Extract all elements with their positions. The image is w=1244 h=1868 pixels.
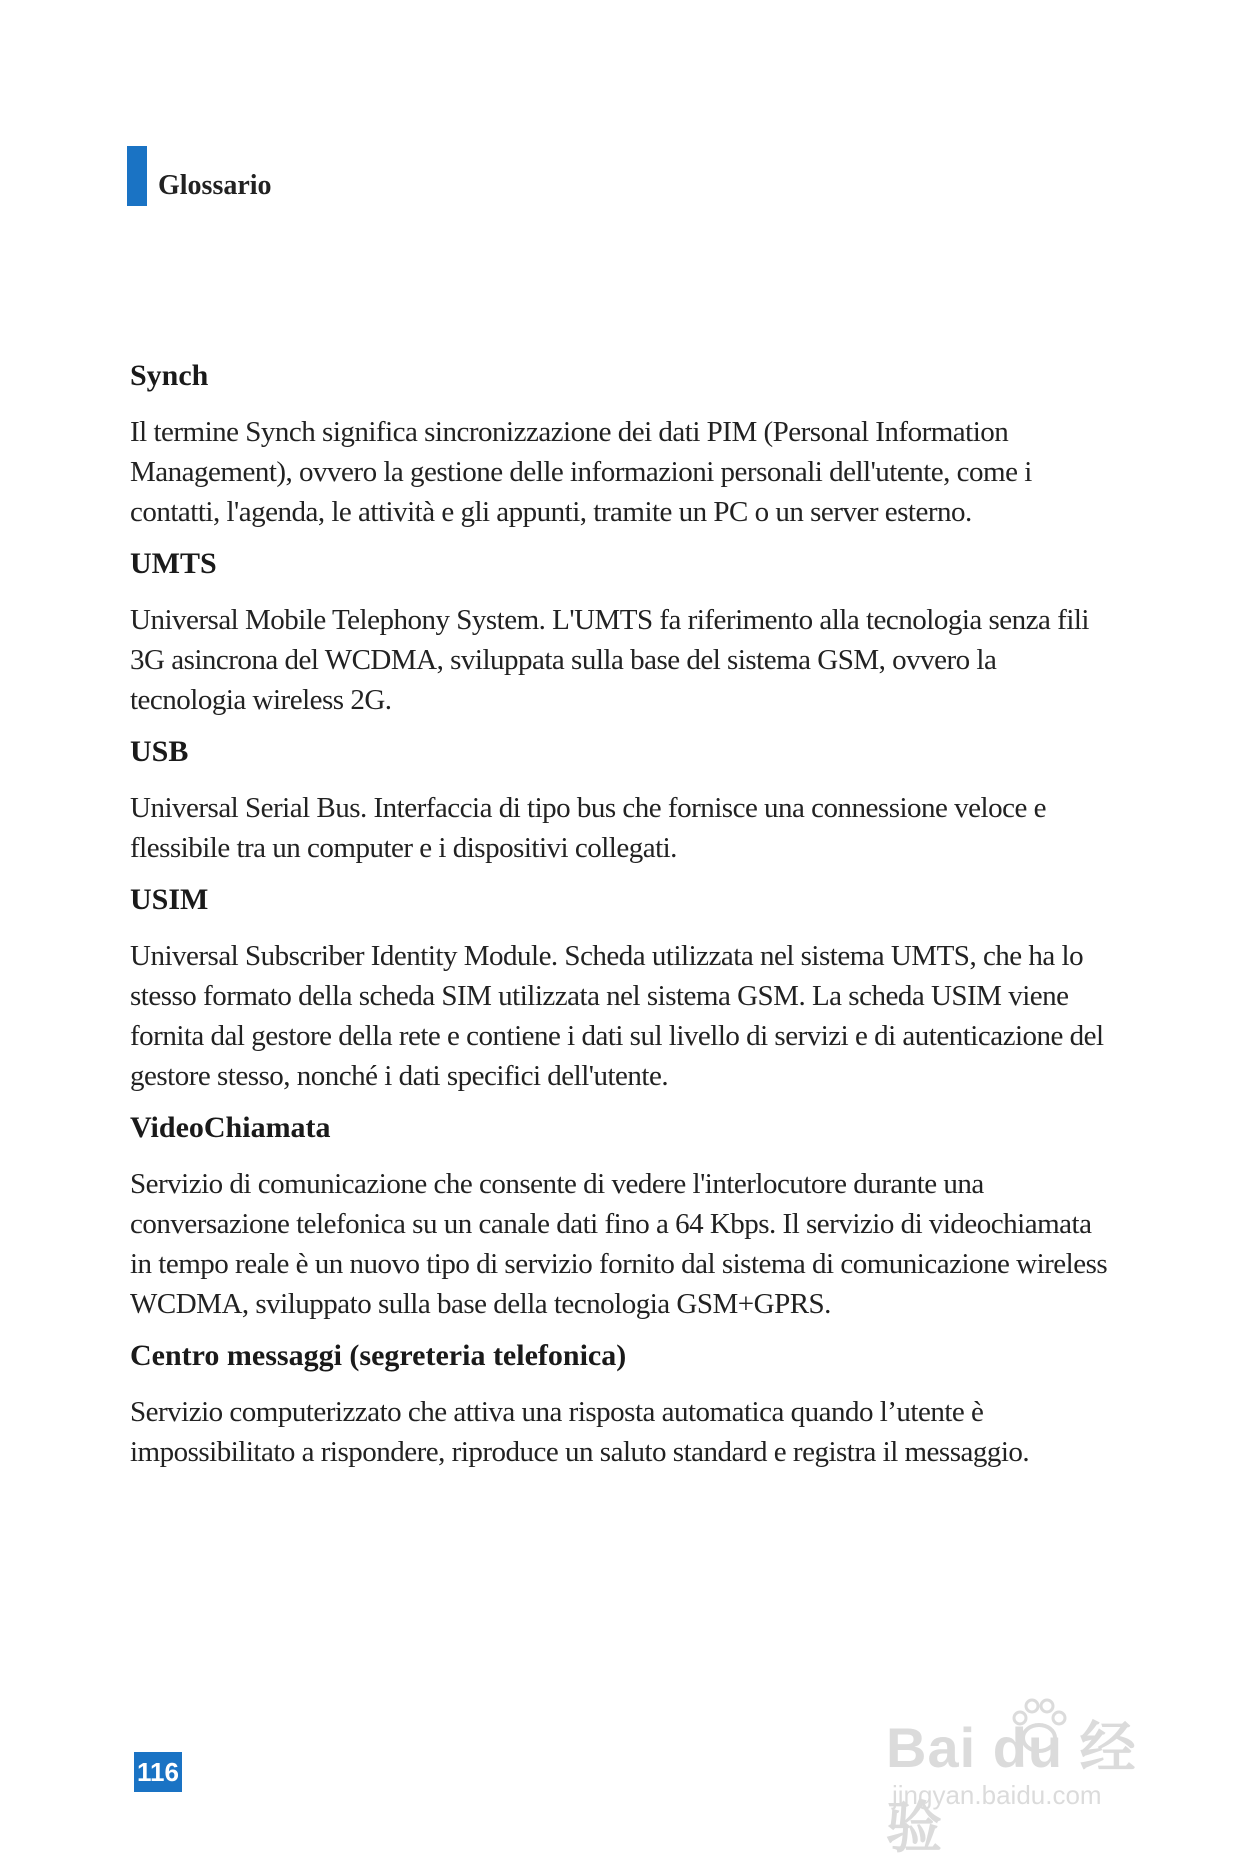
- glossary-entry: [130, 356, 1110, 532]
- glossary-definition: Servizio computerizzato che attiva una risposta automatica quando l’utente è impossibilitato a rispondere, riproduce un saluto standard e registra il messaggio.: [130, 1396, 1030, 1468]
- glossary-term: Centro messaggi (segreteria telefonica): [130, 1339, 627, 1372]
- glossary-term: USIM: [130, 883, 209, 916]
- glossary-entry: [130, 880, 1110, 1096]
- glossary-term: VideoChiamata: [130, 1111, 331, 1144]
- header-accent-bar: [127, 146, 147, 206]
- glossary-entry: [130, 1336, 1110, 1472]
- glossary-definition: Servizio di comunicazione che consente di vedere l'interlocutore durante una conversazione telefonica su un canale dati fino a 64 Kbps. Il servizio di videochiamata in tempo reale è un nuovo tipo di servizio fornito dal sistema di comunicazione wireless WCDMA, sviluppato sulla base della tecnologia GSM+GPRS.: [130, 1168, 1108, 1320]
- section-title: Glossario: [158, 170, 272, 201]
- watermark-logo: Bai du 经验: [886, 1716, 1137, 1859]
- glossary-definition: Universal Mobile Telephony System. L'UMTS fa riferimento alla tecnologia senza fili 3G asincrona del WCDMA, sviluppata sulla base del sistema GSM, ovvero la tecnologia wireless 2G.: [130, 604, 1089, 716]
- watermark: [886, 1694, 1186, 1859]
- watermark-url: jingyan.baidu.com: [892, 1780, 1102, 1810]
- glossary-list: [130, 356, 1110, 1484]
- glossary-definition: Universal Subscriber Identity Module. Scheda utilizzata nel sistema UMTS, che ha lo stesso formato della scheda SIM utilizzata nel sistema GSM. La scheda USIM viene fornita dal gestore della rete e contiene i dati sul livello di servizi e di autenticazione del gestore stesso, nonché i dati specifici dell'utente.: [130, 940, 1104, 1092]
- glossary-entry: [130, 544, 1110, 720]
- glossary-definition: Universal Serial Bus. Interfaccia di tipo bus che fornisce una connessione veloce e flessibile tra un computer e i dispositivi collegati.: [130, 792, 1046, 864]
- glossary-term: USB: [130, 735, 189, 768]
- glossary-term: UMTS: [130, 547, 217, 580]
- glossary-entry: [130, 1108, 1110, 1324]
- glossary-definition: Il termine Synch significa sincronizzazione dei dati PIM (Personal Information Management), ovvero la gestione delle informazioni personali dell'utente, come i contatti, l'agenda, le attività e gli appunti, tramite un PC o un server esterno.: [130, 416, 1032, 528]
- glossary-entry: [130, 732, 1110, 868]
- page-number: 116: [134, 1752, 182, 1792]
- glossary-term: Synch: [130, 359, 209, 392]
